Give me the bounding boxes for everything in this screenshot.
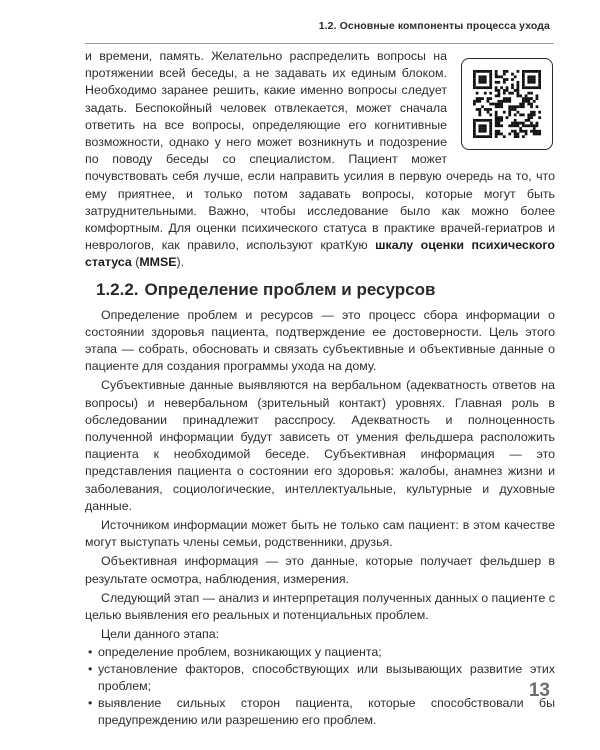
page-content <box>85 48 555 730</box>
section-heading <box>96 279 555 301</box>
term-paren-open: ( <box>131 255 140 270</box>
list-item <box>85 644 555 661</box>
section-number: 1.2.2. <box>96 279 139 299</box>
bullet-icon: • <box>88 661 93 676</box>
paragraph-goals-intro: Цели данного этапа: <box>101 627 220 642</box>
qr-code-icon[interactable] <box>473 70 541 138</box>
paragraph-objective-data: Объективная информация — это данные, которые получает фельдшер в результате осмотра, наблюдения, измерения. <box>85 554 555 586</box>
intro-text: и времени, память. Желательно распределить вопросы на протяжении всей беседы, а не задавать их единым блоком. Необходимо заранее решить, какие именно вопросы следует задать. Беспокойный человек отвлекается, может сначала ответить на все вопросы, определяющие его когнитивные возможности, однако у него может возникнуть и подозрение по поводу беседы со специалистом. Пациент может почувствовать себя лучше, если направить усилия в первую очередь на то, что ему приятнее, и только потом задавать вопросы, которые могут быть затруднительными. Важно, чтобы исследование было как можно более комфортным. Для оценки психического статуса в практике врачей-гериатров и неврологов, как правило, используют кратКую <box>85 49 555 253</box>
header-rule <box>85 43 554 44</box>
section-title: Определение проблем и ресурсов <box>144 279 436 299</box>
list-item <box>85 661 555 695</box>
mmse-term: шкалу оценки психического статуса <box>85 238 555 270</box>
list-item-text: выявление сильных сторон пациента, которые способствовали бы предупреждению или разрешению его проблем. <box>98 696 555 728</box>
paragraph-definition: Определение проблем и ресурсов — это процесс сбора информации о состоянии здоровья пациента, подтверждение ее достоверности. Цель этого этапа — собрать, обосновать и связать субъективные и объективные данные о пациенте для создания программы ухода на дому. <box>85 307 555 374</box>
goals-list <box>85 644 555 730</box>
bullet-icon: • <box>88 696 93 711</box>
list-item-text: определение проблем, возникающих у пациента; <box>98 644 382 659</box>
qr-code-frame[interactable] <box>461 58 553 150</box>
page-number: 13 <box>528 680 550 701</box>
list-item <box>85 695 555 729</box>
paragraph-next-stage: Следующий этап — анализ и интерпретация полученных данных о пациенте с целью выявления его реальных и потенциальных проблем. <box>85 590 555 623</box>
running-header: 1.2. Основные компоненты процесса ухода <box>318 20 550 32</box>
paragraph-subjective-data: Субъективные данные выявляются на вербальном (адекватность ответов на вопросы) и невербальном (зрительный контакт) уровнях. Главная роль в обследовании принадлежит расспросу. Адекватность и полноценность полученной информации будут зависеть от умения фельдшера расположить пациента к необходимой беседе. Субъективная информация — это представления пациента о состоянии его здоровья: жалобы, анамнез жизни и заболевания, социологические, интеллектуальные, культурные и духовные данные. <box>85 378 555 513</box>
list-item-text: установление факторов, способствующих или вызывающих развитие этих проблем; <box>98 661 555 693</box>
bullet-icon: • <box>88 644 93 659</box>
paragraph-information-source: Источником информации может быть не только сам пациент: в этом качестве могут выступать члены семьи, родственники, друзья. <box>85 518 555 550</box>
mmse-abbreviation: MMSE <box>139 255 177 270</box>
term-paren-close: ). <box>176 255 185 270</box>
